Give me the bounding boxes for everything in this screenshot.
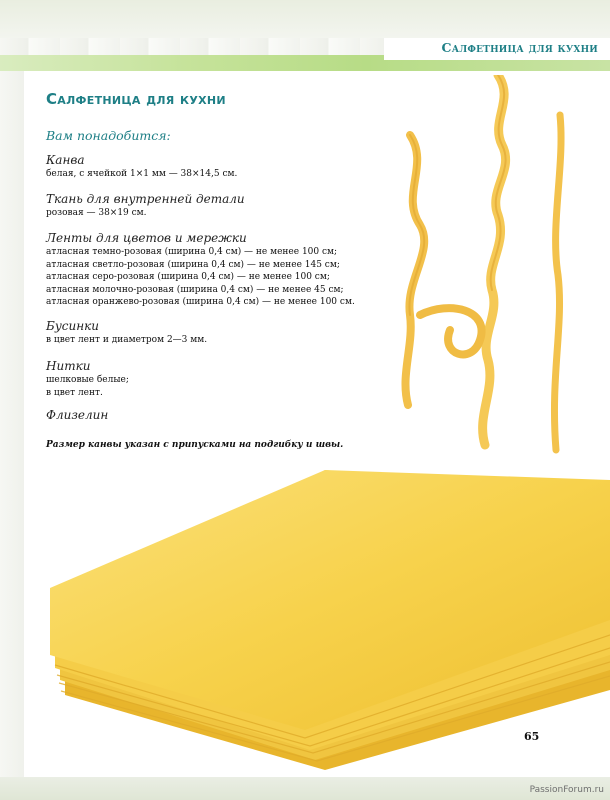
material-interfacing: [46, 408, 406, 423]
material-heading: Флизелин: [46, 408, 109, 422]
ribbon-3: [554, 115, 561, 450]
material-beads: [46, 319, 406, 347]
material-fabric: [46, 192, 406, 220]
page-title: Салфетница для кухни: [46, 90, 226, 108]
material-line: атласная оранжево-розовая (ширина 0,4 см) — не менее 100 см.: [46, 297, 355, 307]
material-heading: Канва: [46, 153, 85, 167]
material-line: атласная светло-розовая (ширина 0,4 см) — не менее 145 см;: [46, 259, 340, 270]
material-line: атласная серо-розовая (ширина 0,4 см) — не менее 100 см;: [46, 272, 330, 282]
material-line: белая, с ячейкой 1×1 мм — 38×14,5 см.: [46, 169, 238, 179]
ribbon-curl: [420, 308, 482, 354]
footer-band: [0, 777, 610, 800]
running-header: Салфетница для кухни: [441, 40, 598, 55]
material-line: шелковые белые;: [46, 375, 129, 385]
material-line: в цвет лент.: [46, 387, 103, 398]
material-line: в цвет лент и диаметром 2—3 мм.: [46, 335, 208, 345]
watermark: PassionForum.ru: [529, 785, 604, 795]
materials-label: Вам понадобится:: [46, 128, 171, 143]
material-line: атласная молочно-розовая (ширина 0,4 см) — не менее 45 см;: [46, 284, 344, 295]
material-ribbons: [46, 231, 406, 309]
napkins-image: [25, 470, 610, 780]
material-line: розовая — 38×19 см.: [46, 208, 147, 218]
material-threads: [46, 359, 406, 399]
material-heading: Нитки: [46, 359, 91, 373]
material-heading: Ленты для цветов и мережки: [46, 231, 247, 245]
top-band: [0, 0, 610, 38]
material-heading: Бусинки: [46, 319, 100, 333]
material-line: атласная темно-розовая (ширина 0,4 см) — не менее 100 см;: [46, 247, 338, 257]
material-heading: Ткань для внутренней детали: [46, 192, 245, 206]
note-text: Размер канвы указан с припусками на подгибку и швы.: [46, 440, 344, 450]
material-canvas: [46, 153, 406, 181]
ribbons-image: [380, 75, 580, 455]
page-number: 65: [524, 730, 540, 743]
